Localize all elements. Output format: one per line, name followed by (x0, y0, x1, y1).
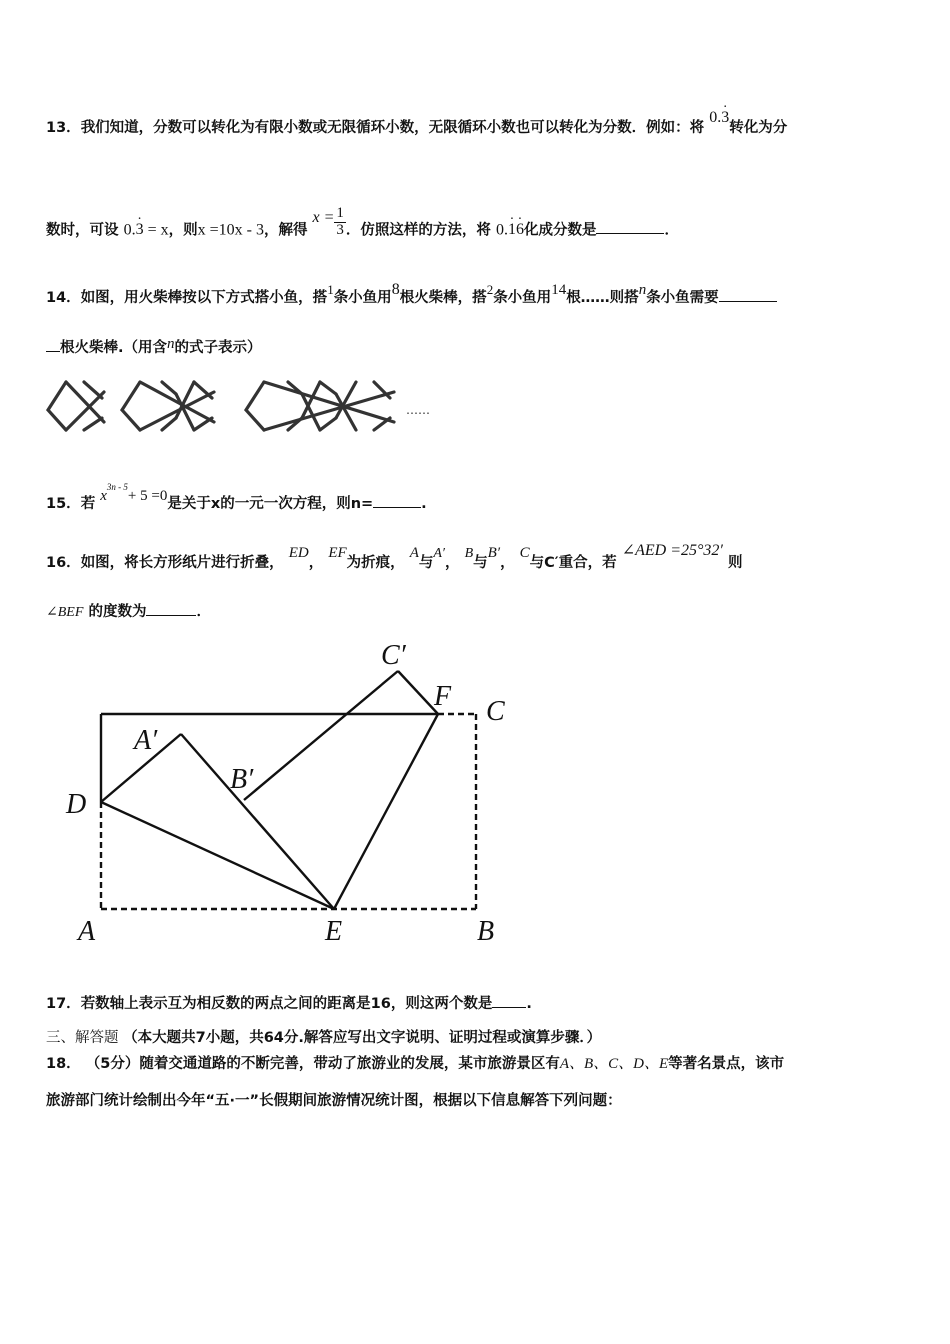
q13-text-d: ，则 (168, 222, 198, 239)
q13-sol-den: 3 (336, 221, 344, 238)
fish-group-1 (48, 382, 104, 430)
q15-exponent: 3n - 5 (106, 482, 128, 492)
q16-text-c: 与C′重合，若 (529, 555, 617, 571)
q15-text-b: 是关于x的一元一次方程，则n= (167, 496, 374, 512)
q16-yu1: 与 (418, 555, 434, 571)
q16-text-e: 的度数为 (88, 604, 147, 620)
q18-line-1 (46, 1052, 784, 1073)
q15-end: . (421, 496, 427, 512)
q14-text-g: 根火柴棒.（用含 (60, 340, 168, 356)
q16-end: ． (196, 604, 211, 620)
q16-yu2: 与 (473, 555, 488, 571)
segment-c-prime-f (398, 671, 438, 714)
q15-number: 15． (46, 496, 81, 512)
q17-line (46, 992, 532, 1013)
segment-b-prime-c-prime (244, 671, 398, 800)
q13-text-e: ，解得 (263, 222, 308, 239)
q13-target-d1: 1 · (508, 221, 516, 238)
label-b: B (477, 916, 495, 947)
q17-end: . (526, 996, 532, 1012)
q16-a-prime: A′ (433, 546, 445, 561)
q16-angle-bef: ∠BEF (46, 605, 84, 620)
q17-number: 17． (46, 996, 81, 1012)
q14-text-e: 根……则搭 (566, 290, 639, 306)
q16-b-prime: B′ (487, 545, 501, 561)
q18-sites: A、B、C、D、E (559, 1056, 669, 1072)
q18-text-b: 等著名景点，该市 (668, 1056, 785, 1072)
q17-text: 若数轴上表示互为相反数的两点之间的距离是16，则这两个数是 (80, 996, 493, 1012)
q14-answer-blank-a[interactable] (719, 287, 777, 302)
q14-n2: 2 (486, 282, 494, 297)
q14-line-2 (46, 336, 262, 357)
section3-note: （本大题共7小题，共64分.解答应写出文字说明、证明过程或演算步骤．） (123, 1030, 602, 1046)
q13-text: 我们知道，分数可以转化为有限小数或无限循环小数，无限循环小数也可以转化为分数．例如：将 (80, 120, 705, 136)
fish-group-3 (246, 382, 394, 430)
label-a: A (78, 916, 96, 947)
q16-line-1 (46, 542, 743, 572)
q13-solution-lhs: x = (312, 209, 335, 227)
q13-example-int: 0. (709, 109, 722, 126)
q14-text-h: 的式子表示） (174, 340, 262, 356)
q16-number: 16． (46, 555, 81, 571)
q16-text-d: 则 (727, 555, 743, 571)
section3-title: 三、解答题 (46, 1030, 119, 1046)
q13-eq2: x =10x - 3 (197, 221, 264, 239)
matchstick-fish-figure (44, 374, 464, 436)
q13-eq1-rest: = x (143, 221, 169, 239)
q13-target-d2: 6 · (516, 221, 524, 238)
q13-example-rep: 3 · (721, 109, 729, 126)
q16-c: C (519, 545, 530, 561)
q13-eq1 (124, 221, 169, 238)
q16-a: A (409, 545, 419, 561)
q13-end: ． (664, 222, 679, 239)
q14-var-n2: n (167, 336, 175, 352)
q15-eq-rest: + 5 =0 (127, 488, 168, 504)
q14-line-1 (46, 281, 777, 307)
q17-answer-blank[interactable] (492, 993, 526, 1008)
fish-group-2 (122, 382, 214, 430)
q14-c1: 8 (391, 281, 400, 298)
q15-line (46, 482, 427, 513)
q18-number: 18． (46, 1056, 81, 1072)
q16-ef: EF (328, 545, 347, 561)
q18-text-c: 旅游部门统计绘制出今年“五·一”长假期间旅游情况统计图，根据以下信息解答下列问题： (46, 1093, 622, 1109)
q16-text-a: 如图，将长方形纸片进行折叠， (80, 555, 284, 571)
q16-sep1: ， (308, 555, 324, 571)
q16-ed: ED (288, 545, 309, 561)
crease-ed (101, 802, 334, 909)
label-b-prime: B′ (230, 764, 254, 795)
q13-target-value (496, 221, 524, 238)
q16-answer-blank[interactable] (146, 601, 196, 616)
q15-text-a: 若 (80, 496, 96, 512)
q14-text-c: 根火柴棒，搭 (399, 290, 487, 306)
q13-eq1-rep: 3 · (136, 221, 144, 238)
q13-line-1 (46, 109, 788, 137)
q16-b: B (464, 546, 474, 561)
q13-solution-fraction (334, 206, 346, 239)
q18-points: （5分） (85, 1056, 140, 1072)
section3-heading (46, 1026, 601, 1047)
folding-rectangle-figure (0, 630, 560, 960)
q13-text-g: 化成分数是 (523, 222, 597, 239)
q13-eq1-int: 0. (123, 221, 136, 239)
q14-c2: 14 (551, 282, 567, 298)
q13-text-b: 转化为分 (729, 120, 788, 136)
q14-var-n: n (638, 282, 647, 298)
q13-text-c: 数时，可设 (46, 222, 119, 239)
label-f: F (434, 681, 452, 712)
crease-ef (334, 714, 438, 909)
q15-answer-blank[interactable] (373, 493, 421, 508)
q13-target-int: 0. (495, 221, 508, 239)
q13-answer-blank[interactable] (596, 219, 664, 234)
q16-angle-aed: ∠AED =25°32′ (621, 542, 723, 559)
q13-text-f: ．仿照这样的方法，将 (345, 222, 491, 239)
label-c-prime: C′ (381, 640, 406, 671)
q13-number: 13． (46, 120, 81, 136)
fish-continuation-dots: …… (406, 403, 430, 417)
q16-sep2: ， (445, 555, 460, 571)
q14-answer-blank-b[interactable] (46, 337, 60, 352)
q18-text-a: 随着交通道路的不断完善，带动了旅游业的发展，某市旅游景区有 (139, 1056, 560, 1072)
q13-example-value (709, 109, 729, 126)
q16-text-b: 为折痕， (346, 555, 405, 571)
label-c: C (486, 696, 505, 727)
label-d: D (66, 789, 87, 820)
q13-sol-num: 1 (336, 205, 344, 221)
q14-number: 14． (46, 290, 81, 306)
q18-line-2 (46, 1089, 622, 1110)
q14-text-d: 条小鱼用 (493, 290, 552, 306)
q14-text-a: 如图，用火柴棒按以下方式搭小鱼，搭 (80, 290, 328, 306)
q14-text-b: 条小鱼用 (333, 290, 392, 306)
q14-text-f: 条小鱼需要 (646, 290, 719, 306)
q14-n1: 1 (327, 282, 334, 297)
q16-line-2 (46, 600, 211, 621)
label-a-prime: A′ (134, 725, 158, 756)
q13-line-2 (46, 205, 679, 247)
segment-a-prime-e (181, 734, 334, 909)
q15-base: x (100, 488, 107, 504)
label-e: E (325, 916, 343, 947)
q16-sep3: ， (500, 555, 515, 571)
